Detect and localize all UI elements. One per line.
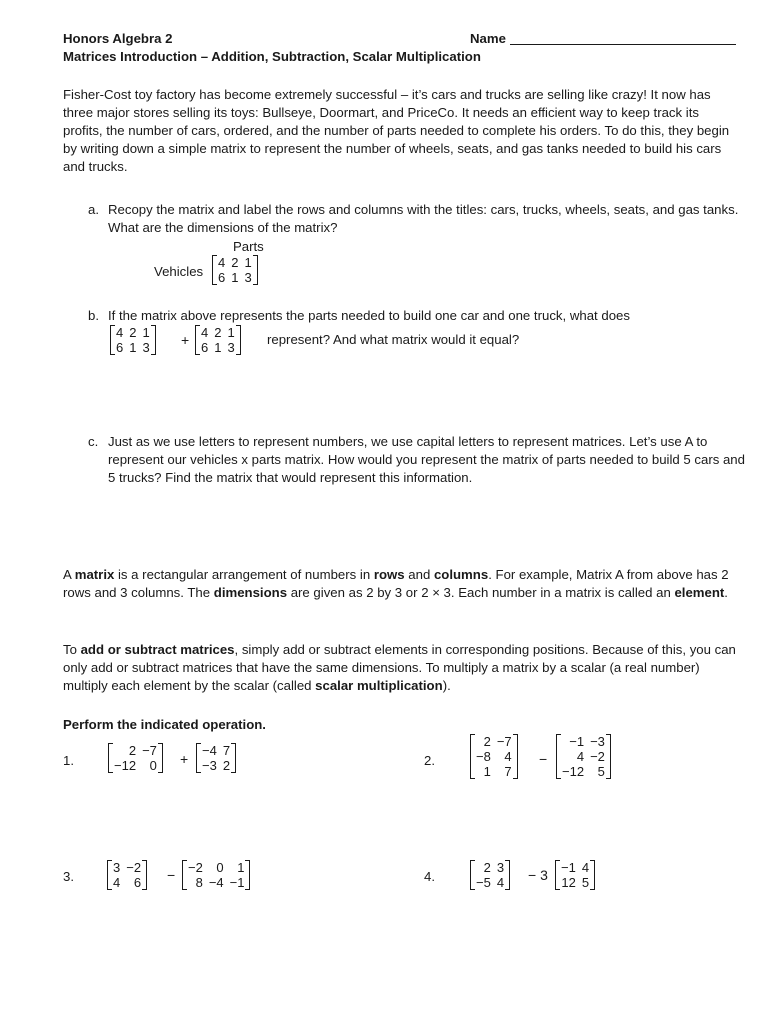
exercise-4-operator: − 3 [528,867,548,883]
item-c-text: Just as we use letters to represent numbers, we use capital letters to represent matrices. Let’s use A to represent our vehicles x parts matrix. How would you represent the matrix of parts needed to build 5 cars and 5 trucks? Find the matrix that would represent this information. [108,434,745,485]
matrix-cell: −1 [229,875,245,890]
matrix-table [559,734,608,779]
matrix-cell: 6 [218,270,226,285]
text-segment: are given as 2 by 3 or 2 × 3. Each number in a matrix is called an [287,585,675,600]
matrix-table [473,860,507,890]
bold-term: add or subtract matrices [80,642,235,657]
exercises-heading: Perform the indicated operation. [63,717,266,732]
item-a-letter: a. [88,202,99,217]
parts-label: Parts [233,239,264,254]
matrix-table [199,743,233,773]
matrix-table [198,325,238,355]
matrix-cell: 3 [244,270,252,285]
exercise-1-operator: + [180,751,189,767]
matrix-cell: −7 [142,743,157,758]
matrix-cell: −2 [590,749,605,764]
matrix-cell: 5 [581,875,590,890]
exercise-2-matrix-1 [473,734,515,779]
matrix-cell: 8 [195,875,203,890]
name-line[interactable] [510,30,736,45]
operations-definition [63,641,741,695]
item-b-operator: + [181,332,190,348]
exercise-2-operator: − [539,751,548,767]
matrix-cell: 12 [561,875,576,890]
matrix-cell: 2 [129,325,137,340]
matrix-cell: −12 [114,758,137,773]
matrix-cell: 2 [483,734,491,749]
matrix-cell: −5 [476,875,491,890]
matrix-cell: −12 [562,764,585,779]
matrix-cell: 4 [218,255,226,270]
matrix-table [473,734,515,779]
matrix-table [185,860,247,890]
matrix-cell: 4 [504,749,512,764]
text-segment: ). [442,678,451,693]
text-segment: To [63,642,81,657]
matrix-cell: −4 [202,743,217,758]
matrix-cell: 2 [483,860,491,875]
matrix-cell: 4 [581,860,590,875]
exercise-1-matrix-1 [111,743,160,773]
text-segment: is a rectangular arrangement of numbers in [114,567,374,582]
exercise-3-matrix-1 [110,860,144,890]
matrix-cell: 4 [113,875,121,890]
item-b-matrix-2 [198,325,238,355]
item-a-text: Recopy the matrix and label the rows and columns with the titles: cars, trucks, wheels, seats, and gas tanks. What are the dimensions of the matrix? [108,202,739,235]
matrix-cell: 7 [504,764,512,779]
name-label: Name [470,31,506,46]
matrix-cell: 6 [201,340,209,355]
exercise-4-number: 4. [424,869,435,884]
exercise-4-matrix-1 [473,860,507,890]
exercise-2-number: 2. [424,753,435,768]
vehicles-label: Vehicles [154,264,204,279]
bold-term: scalar multiplication [315,678,443,693]
matrix-cell: 2 [214,325,222,340]
item-b-tail: represent? And what matrix would it equal? [267,332,520,347]
matrix-cell: 6 [133,875,142,890]
course-title: Honors Algebra 2 [63,31,173,46]
matrix-cell: 1 [483,764,491,779]
matrix-table [558,860,592,890]
matrix-cell: −3 [202,758,217,773]
text-segment: and [404,567,434,582]
intro-paragraph: Fisher-Cost toy factory has become extremely successful – it’s cars and trucks are selling like crazy! It now has three major stores selling its toys: Bullseye, Doormart, and PriceCo. It needs an efficient way to keep track its profits, the number of cars, ordered, and the number of parts needed to complete his orders. To do this, they begin by writing down a simple matrix to represent the number of wheels, seats, and gas tanks needed to build his cars and trucks. [63,87,730,174]
matrix-cell: 4 [576,749,585,764]
matrix-cell: 1 [227,325,235,340]
matrix-cell: 1 [214,340,222,355]
bold-term: rows [373,567,405,582]
name-field[interactable] [470,30,736,48]
matrix-cell: 3 [142,340,150,355]
exercise-4-matrix-2 [558,860,592,890]
matrix-cell: 4 [496,875,505,890]
matrix-cell: −2 [126,860,142,875]
matrix-cell: 2 [128,743,137,758]
exercise-3-operator: − [167,867,176,883]
matrix-cell: 4 [201,325,209,340]
matrix-cell: 1 [129,340,137,355]
matrix-cell: 1 [142,325,150,340]
vehicles-parts-matrix [215,255,255,285]
exercise-2-matrix-2 [559,734,608,779]
matrix-cell: −3 [590,734,605,749]
exercise-1-matrix-2 [199,743,233,773]
text-segment: . For example, Matrix A from above has 2 rows and 3 columns. The [63,567,729,600]
bold-term: dimensions [213,585,288,600]
matrix-cell: −2 [188,860,203,875]
bold-term: element [674,585,725,600]
exercise-3-matrix-2 [185,860,247,890]
item-b-matrix-1 [113,325,153,355]
matrix-cell: 3 [227,340,235,355]
matrix-cell: 2 [231,255,239,270]
text-segment: . [724,585,728,600]
matrix-cell: 6 [116,340,124,355]
text-segment: , simply add or subtract elements in corresponding positions. Because of this, you can only add or subtract matrices that have the same dimensions. To multiply a matrix by a scalar (a real number) multiply each element by the scalar (called [63,642,736,693]
matrix-cell: −1 [561,860,576,875]
bold-term: matrix [74,567,115,582]
matrix-table [110,860,144,890]
matrix-table [111,743,160,773]
matrix-cell: 2 [222,758,231,773]
matrix-cell: 3 [496,860,505,875]
matrix-cell: 0 [149,758,157,773]
text-segment: A [63,567,75,582]
worksheet-title: Matrices Introduction – Addition, Subtraction, Scalar Multiplication [63,49,481,64]
matrix-cell: 7 [222,743,231,758]
matrix-table [113,325,153,355]
exercise-3-number: 3. [63,869,74,884]
matrix-cell: 5 [597,764,605,779]
matrix-cell: −7 [496,734,512,749]
bold-term: columns [433,567,489,582]
matrix-definition [63,566,741,602]
matrix-cell: −8 [476,749,491,764]
matrix-cell: 1 [244,255,252,270]
matrix-cell: 0 [216,860,224,875]
exercise-1-number: 1. [63,753,74,768]
matrix-cell: 1 [231,270,239,285]
matrix-cell: 1 [237,860,245,875]
item-b-text: If the matrix above represents the parts needed to build one car and one truck, what does [108,308,630,323]
item-b-letter: b. [88,308,99,323]
matrix-cell: 4 [116,325,124,340]
item-c-letter: c. [88,434,99,449]
matrix-table [215,255,255,285]
matrix-cell: 3 [113,860,121,875]
matrix-cell: −1 [569,734,585,749]
matrix-cell: −4 [208,875,224,890]
